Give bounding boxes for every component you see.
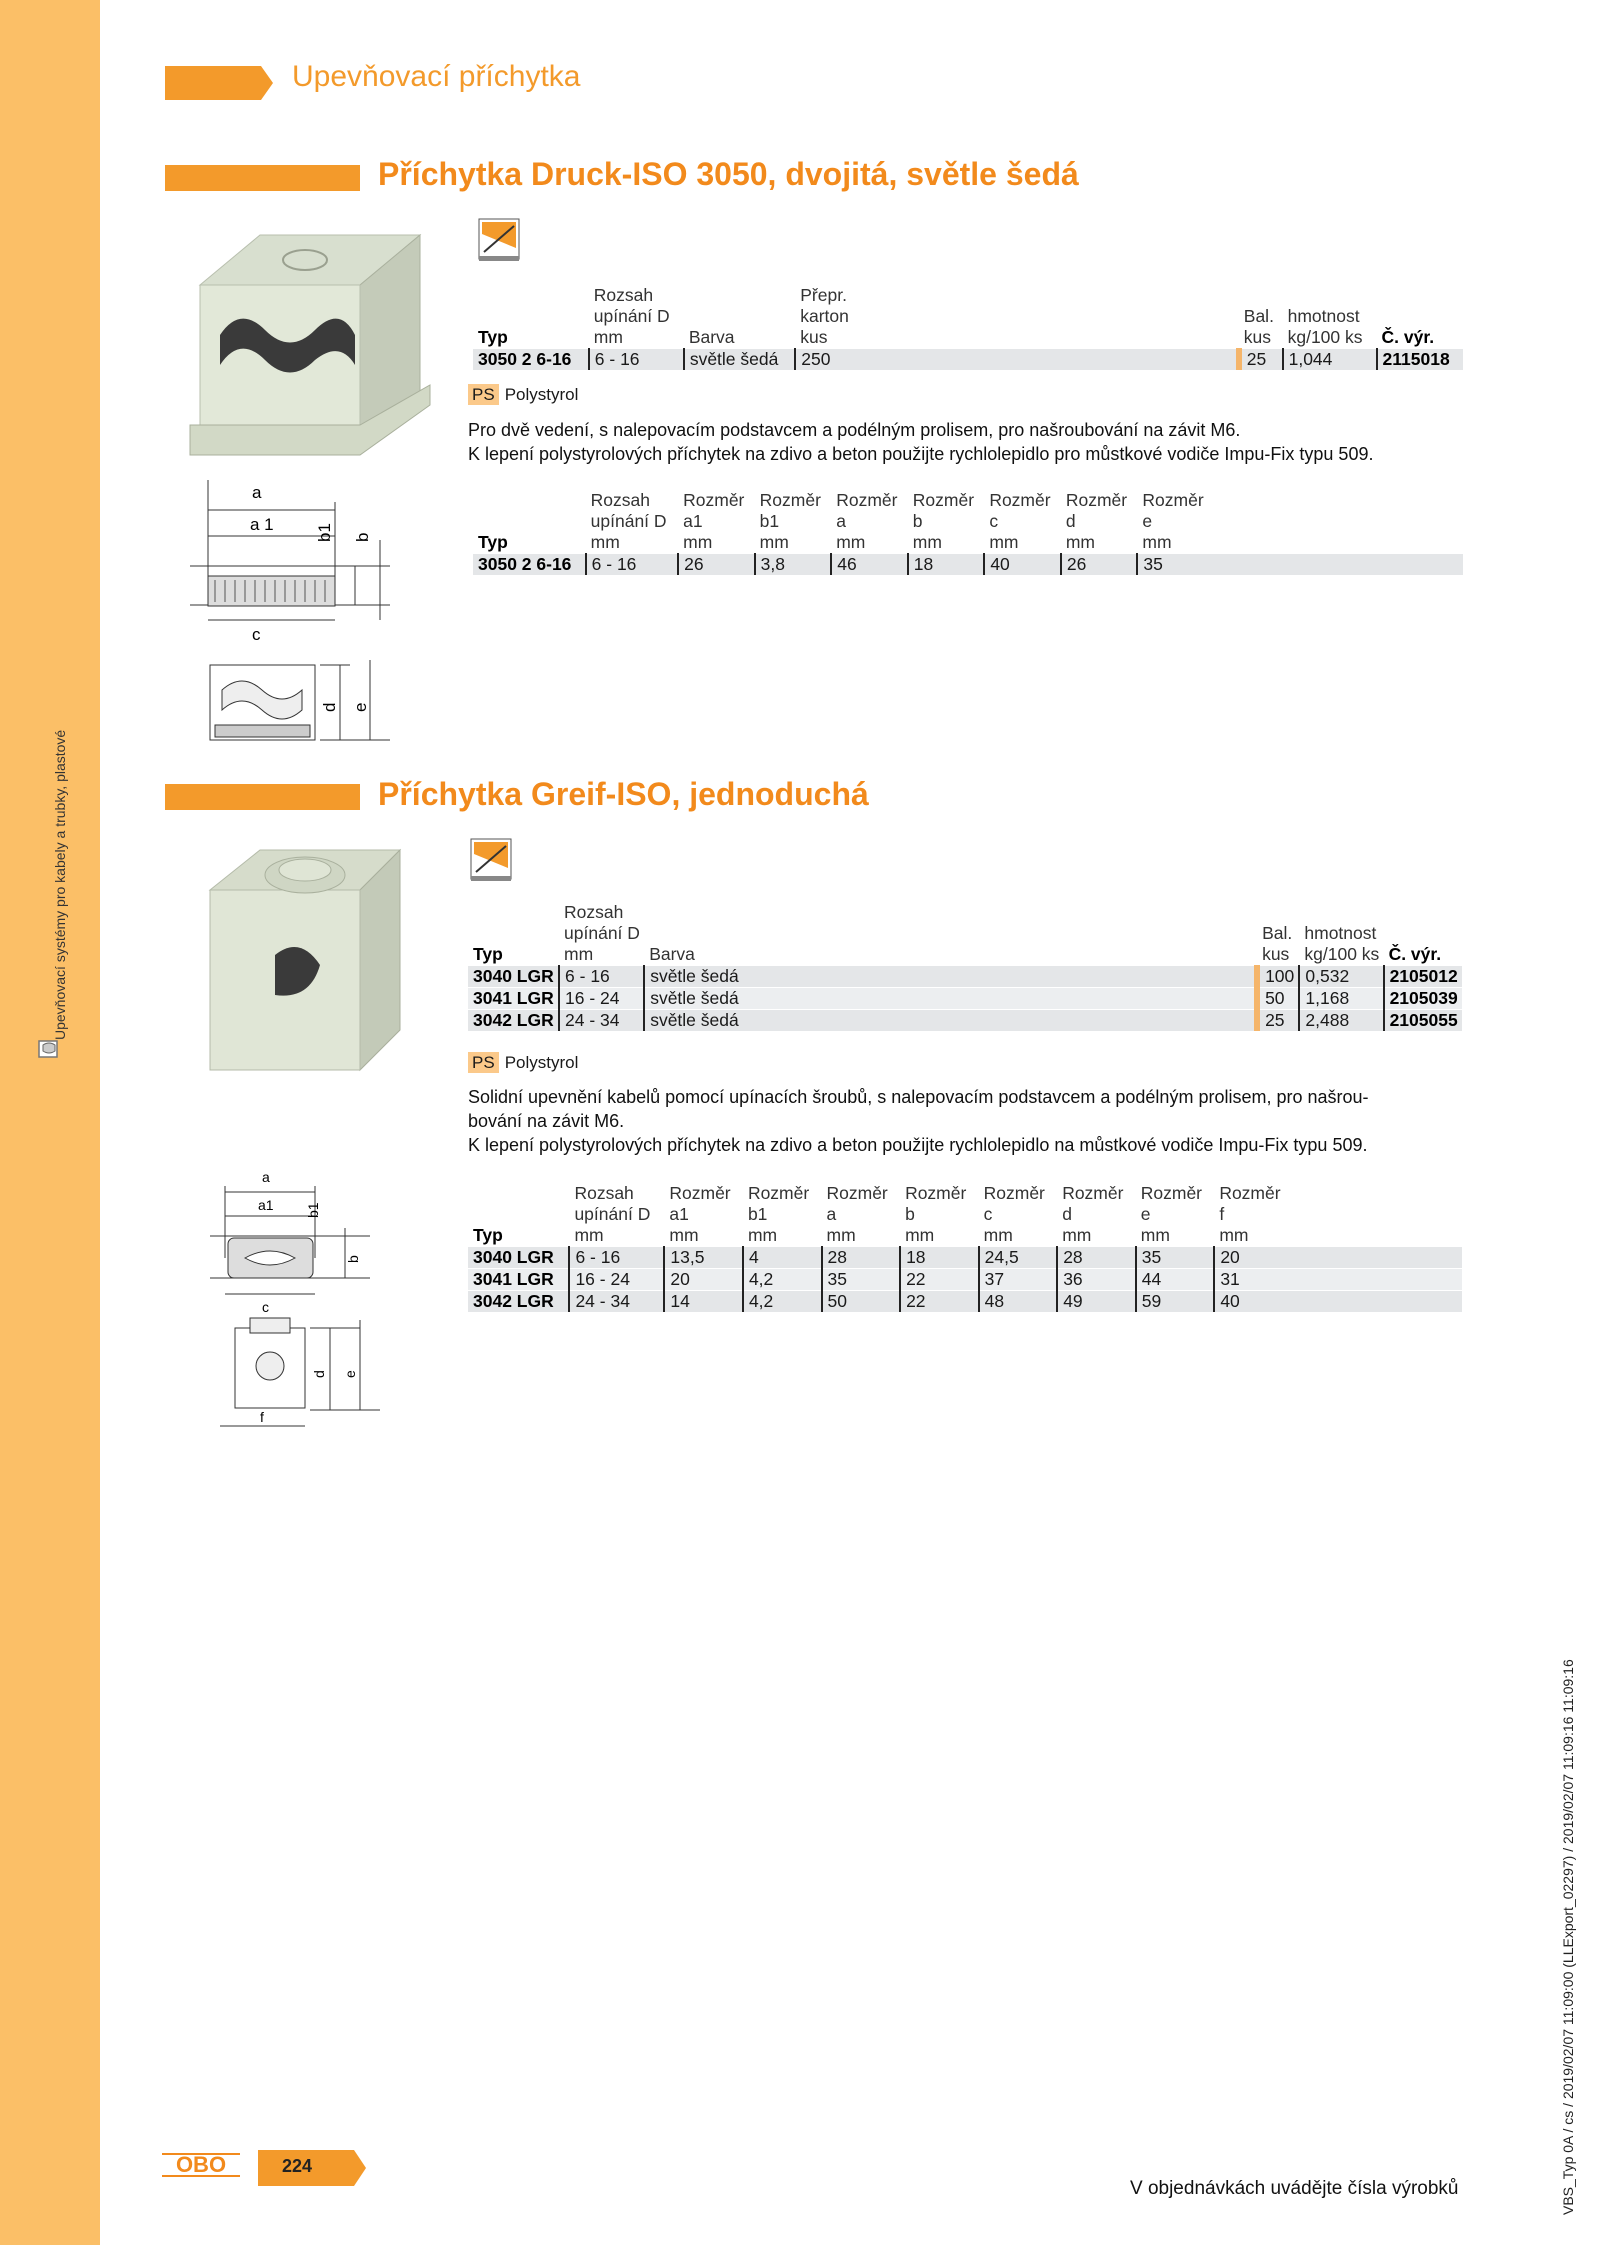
section1-description [468, 418, 1468, 466]
technical-drawing-greif-iso [210, 1168, 390, 1433]
material-name: Polystyrol [504, 385, 579, 404]
col-hmotnost: hmotnost [1287, 306, 1360, 326]
cell-typ: 3041 LGR [468, 1269, 569, 1291]
dcol-mm: mm [983, 1225, 1013, 1245]
material-badge-icon [478, 218, 520, 262]
dcol-f: f [1219, 1204, 1225, 1224]
dcol-rozsah: Rozsah [574, 1183, 634, 1203]
col-kus: kus [800, 327, 828, 347]
vertical-meta-text: VBS_Typ 0A / cs / 2019/02/07 11:09:00 (LLExport_02297) / 2019/02/07 11:09:16 11:09:16 [1560, 1659, 1576, 2215]
cell-typ: 3041 LGR [468, 988, 559, 1010]
dim-label-a: a [252, 483, 262, 502]
product-photo-druck-iso [180, 225, 440, 465]
cell-hmotnost: 1,044 [1283, 349, 1377, 371]
section-bar [165, 165, 360, 191]
technical-drawing-druck-iso [190, 480, 400, 750]
dcol-mm: mm [574, 1225, 604, 1245]
dcol-rozmer: Rozměr [1219, 1183, 1281, 1203]
dim-label-d: d [311, 1370, 327, 1378]
cell-a1: 20 [664, 1269, 743, 1291]
dcol-rozmer: Rozměr [912, 490, 975, 510]
table-row [473, 349, 1463, 371]
table-row [468, 966, 1462, 988]
dim-label-c: c [252, 625, 261, 644]
dcol-mm: mm [912, 532, 942, 552]
dcol-mm: mm [836, 532, 866, 552]
col-rozsah-2: upínání D [593, 306, 670, 326]
cell-c: 40 [984, 554, 1061, 576]
dcol-mm: mm [989, 532, 1019, 552]
dcol-rozmer: Rozměr [826, 1183, 888, 1203]
cell-cvyr: 2105055 [1384, 1010, 1462, 1032]
dcol-rozmer: Rozměr [1140, 1183, 1203, 1203]
material-tag: PS [468, 1052, 499, 1073]
cell-f: 40 [1214, 1291, 1293, 1313]
dcol-mm: mm [1142, 532, 1172, 552]
dcol-typ: Typ [473, 1225, 503, 1245]
cell-hmotnost: 1,168 [1299, 988, 1383, 1010]
dcol-e: e [1140, 1204, 1151, 1224]
cell-b1: 3,8 [755, 554, 832, 576]
cell-karton: 250 [795, 349, 860, 371]
dcol-mm: mm [683, 532, 713, 552]
page-title: Upevňovací příchytka [292, 60, 581, 93]
cell-barva: světle šedá [644, 966, 743, 988]
cell-a: 28 [822, 1247, 901, 1269]
sidebar-stripe [0, 0, 100, 2245]
dcol-rozmer: Rozměr [669, 1183, 731, 1203]
cell-a: 35 [822, 1269, 901, 1291]
cell-e: 59 [1136, 1291, 1215, 1313]
dim-label-a1: a 1 [250, 515, 274, 534]
desc-line-1: Solidní upevnění kabelů pomocí upínacích šroubů, s nalepovacím podstavcem a podélným prolisem, pro našrou- [468, 1087, 1369, 1107]
sidebar-category-text: Upevňovací systémy pro kabely a trubky, plastové [52, 729, 68, 1040]
cell-b: 22 [900, 1269, 979, 1291]
dcol-rozsah-2: upínání D [590, 511, 667, 531]
cell-bal: 25 [1257, 1010, 1299, 1032]
cell-c: 37 [979, 1269, 1058, 1291]
col-prepr: Přepr. [800, 285, 847, 305]
dim-label-c: c [262, 1299, 269, 1315]
dcol-mm: mm [905, 1225, 935, 1245]
dcol-mm: mm [669, 1225, 699, 1245]
col-kg100: kg/100 ks [1287, 327, 1363, 347]
dcol-d: d [1065, 511, 1076, 531]
cell-f: 20 [1214, 1247, 1293, 1269]
col-bal: Bal. [1243, 306, 1274, 326]
dcol-b: b [912, 511, 923, 531]
dcol-a: a [836, 511, 846, 531]
dim-label-b: b [353, 532, 372, 542]
cell-d: 49 [1057, 1291, 1136, 1313]
dim-label-f: f [260, 1409, 264, 1425]
section2-description [468, 1085, 1468, 1157]
col-typ: Typ [478, 327, 508, 347]
dcol-mm: mm [1065, 532, 1096, 552]
col-bal-kus: kus [1262, 944, 1290, 964]
section2-dimension-table [468, 1183, 1462, 1312]
table-row [473, 554, 1463, 576]
cell-rozsah: 6 - 16 [586, 554, 678, 576]
cell-bal: 25 [1239, 349, 1283, 371]
dim-label-b1: b1 [305, 1202, 321, 1218]
desc-line-1: Pro dvě vedení, s nalepovacím podstavcem a podélným prolisem, pro našroubování na závit M6. [468, 420, 1241, 440]
dcol-b1: b1 [759, 511, 780, 531]
dcol-a: a [826, 1204, 837, 1224]
col-bal-kus: kus [1243, 327, 1272, 347]
cell-d: 26 [1061, 554, 1138, 576]
dcol-mm: mm [826, 1225, 856, 1245]
cell-hmotnost: 0,532 [1299, 966, 1383, 988]
col-mm: mm [593, 327, 623, 347]
cell-e: 35 [1136, 1247, 1215, 1269]
cell-a1: 14 [664, 1291, 743, 1313]
dcol-c: c [983, 1204, 993, 1224]
col-rozsah: Rozsah [564, 902, 624, 922]
col-barva: Barva [649, 944, 695, 964]
dim-label-e: e [351, 702, 370, 712]
col-cvyr: Č. výr. [1388, 944, 1442, 964]
cell-a: 46 [831, 554, 908, 576]
cell-d: 36 [1057, 1269, 1136, 1291]
cell-bal: 100 [1257, 966, 1299, 988]
cell-rozsah: 24 - 34 [569, 1291, 664, 1313]
dcol-mm: mm [590, 532, 620, 552]
table-row [468, 1010, 1462, 1032]
cell-d: 28 [1057, 1247, 1136, 1269]
cell-c: 48 [979, 1291, 1058, 1313]
table-row [468, 1291, 1462, 1313]
dcol-c: c [989, 511, 999, 531]
cell-rozsah: 24 - 34 [559, 1010, 644, 1032]
dcol-typ: Typ [478, 532, 508, 552]
cell-c: 24,5 [979, 1247, 1058, 1269]
dcol-mm: mm [1062, 1225, 1092, 1245]
dcol-d: d [1062, 1204, 1072, 1224]
cell-b: 18 [900, 1247, 979, 1269]
cell-b: 22 [900, 1291, 979, 1313]
col-cvyr: Č. výr. [1381, 327, 1435, 347]
footer-note: V objednávkách uvádějte čísla výrobků [1130, 2178, 1459, 2199]
dim-label-a: a [262, 1169, 270, 1185]
dcol-rozmer: Rozměr [905, 1183, 967, 1203]
cell-bal: 50 [1257, 988, 1299, 1010]
dim-label-e: e [342, 1370, 358, 1378]
cell-typ: 3040 LGR [468, 966, 559, 988]
dcol-rozmer: Rozměr [836, 490, 898, 510]
dcol-b: b [905, 1204, 915, 1224]
material-badge-icon [470, 838, 512, 882]
cell-f: 31 [1214, 1269, 1293, 1291]
dcol-a1: a1 [669, 1204, 689, 1224]
col-mm: mm [564, 944, 594, 964]
obo-logo [160, 2148, 242, 2182]
col-kg100: kg/100 ks [1304, 944, 1380, 964]
cell-e: 44 [1136, 1269, 1215, 1291]
dcol-rozmer: Rozměr [1142, 490, 1204, 510]
desc-line-1b: bování na závit M6. [468, 1111, 625, 1131]
cell-rozsah: 6 - 16 [559, 966, 644, 988]
dcol-mm: mm [1219, 1225, 1249, 1245]
dim-label-b1: b1 [315, 523, 334, 542]
dcol-rozmer: Rozměr [683, 490, 745, 510]
dcol-rozmer: Rozměr [1062, 1183, 1124, 1203]
dcol-rozmer: Rozměr [759, 490, 821, 510]
section1-dimension-table [473, 490, 1463, 575]
cell-rozsah: 16 - 24 [559, 988, 644, 1010]
col-rozsah-2: upínání D [564, 923, 640, 943]
material-label [468, 1053, 578, 1073]
dcol-a1: a1 [683, 511, 703, 531]
col-prepr-2: karton [800, 306, 849, 326]
cell-a1: 13,5 [664, 1247, 743, 1269]
section-bar [165, 784, 360, 810]
cell-barva: světle šedá [684, 349, 795, 371]
dcol-rozsah: Rozsah [590, 490, 650, 510]
material-name: Polystyrol [504, 1053, 579, 1072]
page-number: 224 [282, 2156, 313, 2176]
table-row [468, 1247, 1462, 1269]
dcol-rozmer: Rozměr [983, 1183, 1045, 1203]
dcol-mm: mm [747, 1225, 778, 1245]
section2-title: Příchytka Greif-ISO, jednoduchá [378, 776, 869, 812]
section2-order-table [468, 902, 1462, 1031]
cell-a: 50 [822, 1291, 901, 1313]
cell-cvyr: 2105012 [1384, 966, 1462, 988]
desc-line-2: K lepení polystyrolových příchytek na zdivo a beton použijte rychlolepidlo na můstkové vodiče Impu-Fix typu 509. [468, 1135, 1368, 1155]
cell-rozsah: 6 - 16 [569, 1247, 664, 1269]
cell-cvyr: 2115018 [1377, 349, 1463, 371]
col-barva: Barva [688, 327, 735, 347]
cell-rozsah: 6 - 16 [589, 349, 684, 371]
dcol-mm: mm [1140, 1225, 1170, 1245]
cell-barva: světle šedá [644, 1010, 743, 1032]
dcol-rozmer: Rozměr [747, 1183, 810, 1203]
dim-label-a1: a1 [258, 1197, 274, 1213]
table-row [468, 988, 1462, 1010]
cell-typ: 3042 LGR [468, 1010, 559, 1032]
col-rozsah: Rozsah [593, 285, 654, 305]
cell-b1: 4 [743, 1247, 822, 1269]
cell-hmotnost: 2,488 [1299, 1010, 1383, 1032]
material-tag: PS [468, 384, 499, 405]
product-photo-greif-iso [190, 840, 410, 1080]
desc-line-2: K lepení polystyrolových příchytek na zdivo a beton použijte rychlolepidlo pro můstkové vodiče Impu-Fix typu 509. [468, 444, 1374, 464]
dcol-rozmer: Rozměr [1065, 490, 1128, 510]
cell-typ: 3050 2 6-16 [473, 554, 586, 576]
dim-label-d: d [320, 702, 339, 712]
col-hmotnost: hmotnost [1304, 923, 1377, 943]
cell-typ: 3050 2 6-16 [473, 349, 589, 371]
material-label [468, 385, 578, 405]
dcol-e: e [1142, 511, 1153, 531]
dcol-rozmer: Rozměr [989, 490, 1051, 510]
cell-a1: 26 [678, 554, 755, 576]
cell-b: 18 [908, 554, 985, 576]
dcol-mm: mm [759, 532, 789, 552]
col-bal: Bal. [1262, 923, 1293, 943]
section1-order-table [473, 285, 1463, 370]
section1-title: Příchytka Druck-ISO 3050, dvojitá, světle šedá [378, 156, 1079, 192]
clip-icon [35, 1035, 63, 1063]
cell-e: 35 [1137, 554, 1214, 576]
table-row [468, 1269, 1462, 1291]
dcol-b1: b1 [747, 1204, 768, 1224]
dim-label-b: b [345, 1255, 361, 1263]
header-arrow-icon [165, 66, 273, 100]
cell-barva: světle šedá [644, 988, 743, 1010]
cell-cvyr: 2105039 [1384, 988, 1462, 1010]
col-typ: Typ [473, 944, 503, 964]
cell-typ: 3042 LGR [468, 1291, 569, 1313]
cell-b1: 4,2 [743, 1291, 822, 1313]
logo-text: OBO [175, 2152, 227, 2177]
dcol-rozsah-2: upínání D [574, 1204, 651, 1224]
cell-typ: 3040 LGR [468, 1247, 569, 1269]
cell-rozsah: 16 - 24 [569, 1269, 664, 1291]
cell-b1: 4,2 [743, 1269, 822, 1291]
